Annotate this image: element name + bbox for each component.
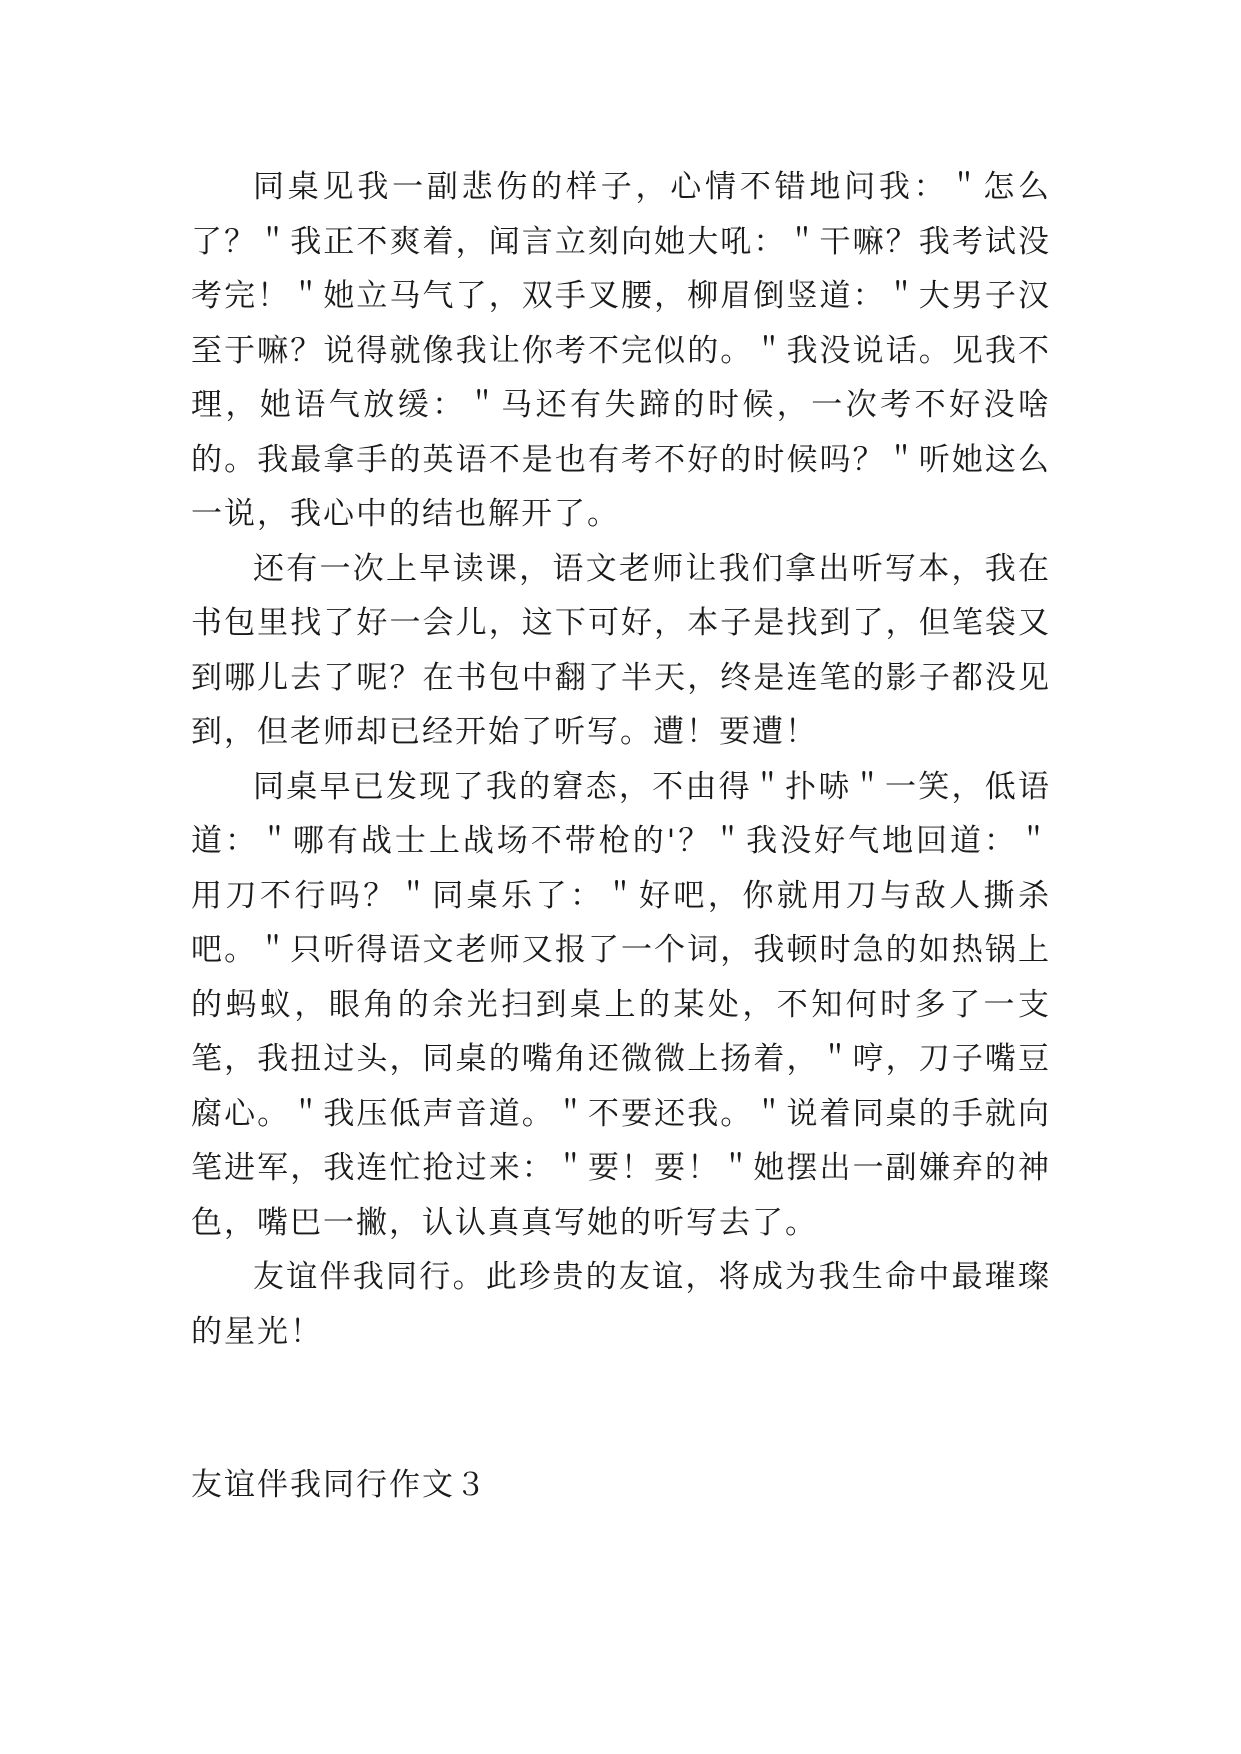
paragraph-1: 同桌见我一副悲伤的样子，心情不错地问我：＂怎么了？＂我正不爽着，闻言立刻向她大吼：＂干嘛？我考试没考完！＂她立马气了，双手叉腰，柳眉倒竖道：＂大男子汉至于嘛？说得就像我让你考不完似的。＂我没说话。见我不理，她语气放缓：＂马还有失蹄的时候，一次考不好没啥的。我最拿手的英语不是也有考不好的时候吗？＂听她这么一说，我心中的结也解开了。 xyxy=(191,169,1051,532)
paragraph-4: 友谊伴我同行。此珍贵的友谊，将成为我生命中最璀璨的星光！ xyxy=(191,1259,1051,1350)
section-title: 友谊伴我同行作文３ xyxy=(191,1467,488,1503)
paragraph-3: 同桌早已发现了我的窘态，不由得＂扑哧＂一笑，低语道：＂哪有战士上战场不带枪的'？＂我没好气地回道：＂用刀不行吗？＂同桌乐了：＂好吧，你就用刀与敌人撕杀吧。＂只听得语文老师又报了一个词，我顿时急的如热锅上的蚂蚁，眼角的余光扫到桌上的某处，不知何时多了一支笔，我扭过头，同桌的嘴角还微微上扬着，＂哼，刀子嘴豆腐心。＂我压低声音道。＂不要还我。＂说着同桌的手就向笔进军，我连忙抢过来：＂要！要！＂她摆出一副嫌弃的神色，嘴巴一撇，认认真真写她的听写去了。 xyxy=(191,768,1051,1241)
body-text xyxy=(191,160,1051,1359)
paragraph-2: 还有一次上早读课，语文老师让我们拿出听写本，我在书包里找了好一会儿，这下可好，本子是找到了，但笔袋又到哪儿去了呢？在书包中翻了半天，终是连笔的影子都没见到，但老师却已经开始了听写。遭！要遭！ xyxy=(191,550,1051,750)
